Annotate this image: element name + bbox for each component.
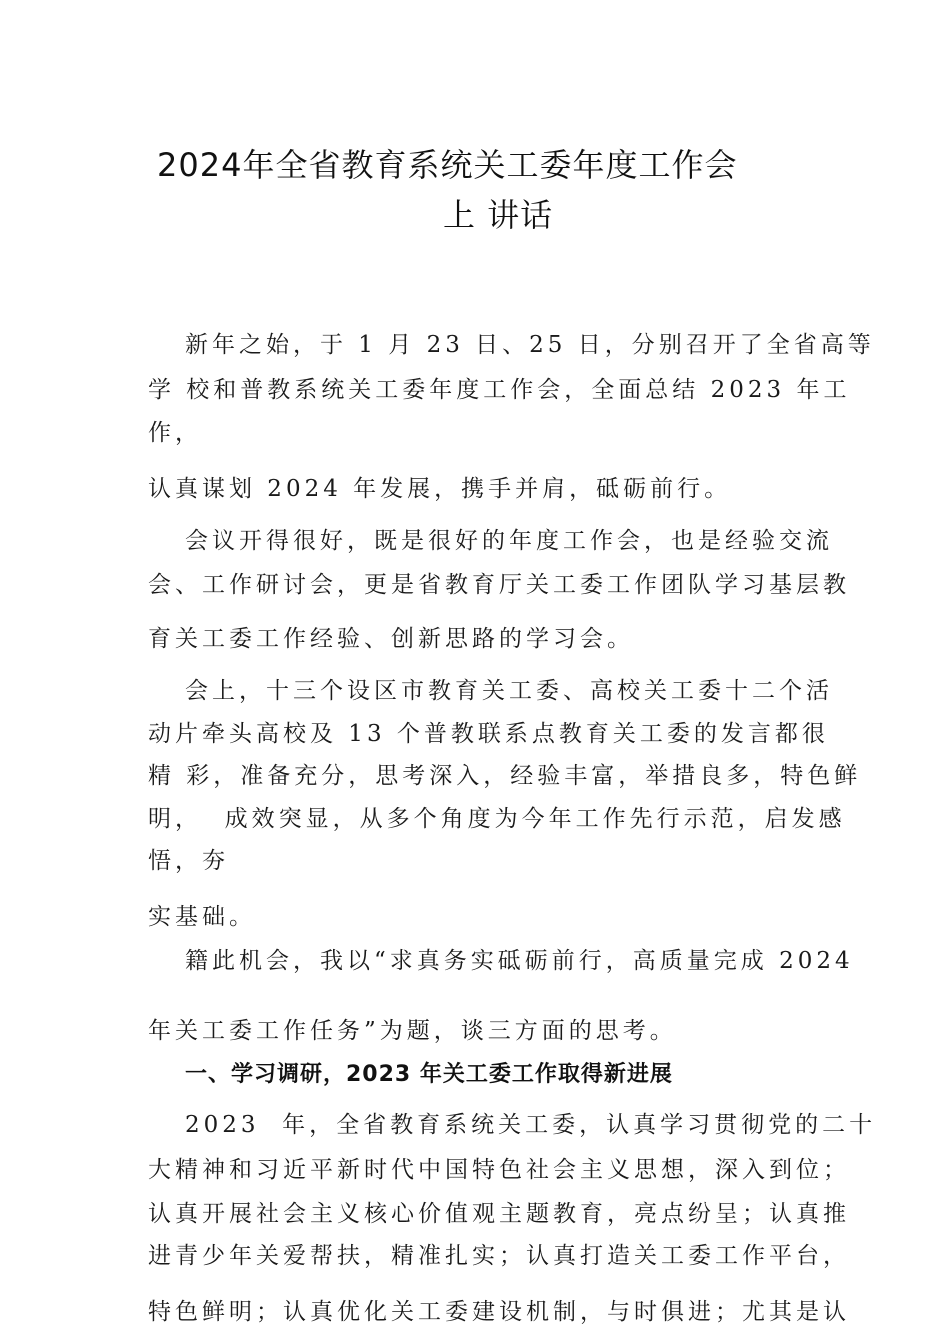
paragraph-line: 会上，十三个设区市教育关工委、高校关工委十二个活 [185, 678, 833, 704]
paragraph-line: 认真开展社会主义核心价值观主题教育，亮点纷呈；认真推 [148, 1201, 850, 1227]
paragraph-line: 认真谋划 2024 年发展，携手并肩，砥砺前行。 [148, 476, 732, 502]
paragraph-line: 2023 年，全省教育系统关工委，认真学习贯彻党的二十 [185, 1112, 877, 1138]
paragraph-line: 精 彩，准备充分，思考深入，经验丰富，举措良多，特色鲜 [148, 763, 862, 789]
paragraph-line: 动片牵头高校及 13 个普教联系点教育关工委的发言都很 [148, 721, 829, 747]
paragraph-line: 明， 成效突显，从多个角度为今年工作先行示范，启发感 [148, 806, 846, 832]
paragraph-line: 实基础。 [148, 904, 256, 930]
paragraph-line: 作， [148, 420, 202, 446]
paragraph-line: 会议开得很好，既是很好的年度工作会，也是经验交流 [185, 528, 833, 554]
document-title-line-2: 上 讲话 [443, 196, 554, 234]
paragraph-line: 新年之始，于 1 月 23 日、25 日，分别召开了全省高等 [185, 332, 875, 358]
paragraph-line: 年关工委工作任务”为题，谈三方面的思考。 [148, 1018, 677, 1044]
paragraph-line: 籍此机会，我以“求真务实砥砺前行，高质量完成 2024 [185, 948, 854, 974]
paragraph-line: 悟，夯 [148, 848, 229, 874]
paragraph-line: 会、工作研讨会，更是省教育厅关工委工作团队学习基层教 [148, 572, 850, 598]
document-title-line-1: 2024年全省教育系统关工委年度工作会 [157, 146, 738, 184]
paragraph-line: 进青少年关爱帮扶，精准扎实；认真打造关工委工作平台， [148, 1243, 850, 1269]
paragraph-line: 育关工委工作经验、创新思路的学习会。 [148, 626, 634, 652]
paragraph-line: 特色鲜明；认真优化关工委建设机制，与时俱进；尤其是认 [148, 1299, 850, 1325]
section-heading: 一、学习调研，2023 年关工委工作取得新进展 [185, 1062, 673, 1087]
paragraph-line: 大精神和习近平新时代中国特色社会主义思想，深入到位； [148, 1157, 850, 1183]
paragraph-line: 学 校和普教系统关工委年度工作会，全面总结 2023 年工 [148, 377, 851, 403]
